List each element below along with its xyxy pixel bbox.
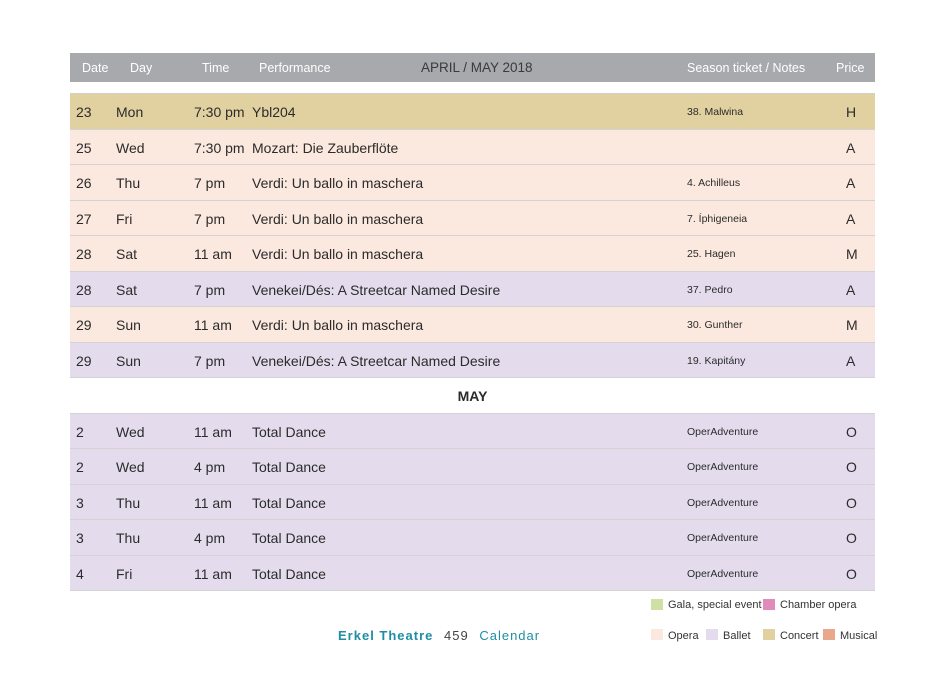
header-gap xyxy=(70,82,875,94)
note-cell: OperAdventure xyxy=(687,461,759,473)
table-row xyxy=(70,307,875,343)
header-date: Date xyxy=(82,61,109,75)
performance-cell: Verdi: Un ballo in maschera xyxy=(252,175,424,191)
legend-musical: Musical xyxy=(840,630,878,642)
note-cell: OperAdventure xyxy=(687,567,759,580)
price-cell: O xyxy=(846,423,857,440)
legend-chamber: Chamber opera xyxy=(780,599,857,611)
header-performance: Performance xyxy=(259,61,331,75)
day-cell: Sat xyxy=(116,246,138,262)
table-row xyxy=(70,449,875,485)
header-price: Price xyxy=(836,61,865,75)
note-cell: 19. Kapitány xyxy=(687,354,746,367)
day-cell: Fri xyxy=(116,210,133,227)
day-cell: Wed xyxy=(116,423,145,440)
note-cell: OperAdventure xyxy=(687,496,759,509)
performance-cell: Verdi: Un ballo in maschera xyxy=(252,317,424,333)
table-row xyxy=(70,272,875,308)
price-cell: A xyxy=(846,352,856,369)
time-cell: 7 pm xyxy=(194,210,226,227)
price-cell: M xyxy=(846,317,858,333)
day-cell: Thu xyxy=(116,494,141,511)
date-cell: 25 xyxy=(76,139,92,156)
note-cell: 4. Achilleus xyxy=(687,177,741,189)
opera-swatch xyxy=(651,629,663,640)
legend-concert: Concert xyxy=(780,630,819,642)
time-cell: 11 am xyxy=(194,246,232,262)
performance-cell: Verdi: Un ballo in maschera xyxy=(252,210,424,227)
performance-cell: Total Dance xyxy=(252,530,326,546)
day-cell: Sun xyxy=(116,352,141,369)
price-cell: A xyxy=(846,281,856,298)
performance-cell: Total Dance xyxy=(252,565,326,582)
april-rows xyxy=(70,94,875,378)
table-row xyxy=(70,520,875,556)
table-row xyxy=(70,556,875,592)
performance-cell: Mozart: Die Zauberflöte xyxy=(252,139,399,156)
page-number: 459 xyxy=(444,628,469,643)
price-cell: H xyxy=(846,104,857,120)
day-cell: Sun xyxy=(116,317,141,333)
month-heading: MAY xyxy=(70,378,875,414)
performance-cell: Total Dance xyxy=(252,459,326,475)
note-cell: 37. Pedro xyxy=(687,283,733,296)
day-cell: Thu xyxy=(116,530,141,546)
note-cell: 30. Gunther xyxy=(687,319,743,331)
price-cell: O xyxy=(846,530,857,546)
time-cell: 11 am xyxy=(194,494,232,511)
day-cell: Wed xyxy=(116,139,145,156)
note-cell: OperAdventure xyxy=(687,425,759,438)
date-cell: 3 xyxy=(76,494,84,511)
table-row xyxy=(70,414,875,450)
note-cell: 38. Malwina xyxy=(687,106,744,118)
table-row xyxy=(70,236,875,272)
date-cell: 2 xyxy=(76,459,84,475)
table-title: APRIL / MAY 2018 xyxy=(421,60,533,75)
time-cell: 11 am xyxy=(194,317,232,333)
price-cell: M xyxy=(846,246,858,262)
legend-opera: Opera xyxy=(668,630,699,642)
date-cell: 4 xyxy=(76,565,84,582)
footer-venue: Erkel Theatre xyxy=(338,628,434,643)
price-cell: A xyxy=(846,175,856,191)
date-cell: 28 xyxy=(76,246,92,262)
musical-swatch xyxy=(823,629,835,640)
legend-ballet: Ballet xyxy=(723,630,751,642)
time-cell: 7 pm xyxy=(194,281,226,298)
note-cell: 7. Íphigeneia xyxy=(687,212,748,225)
date-cell: 3 xyxy=(76,530,84,546)
legend-gala: Gala, special event xyxy=(668,599,762,611)
date-cell: 27 xyxy=(76,210,92,227)
date-cell: 28 xyxy=(76,281,92,298)
performance-cell: Venekei/Dés: A Streetcar Named Desire xyxy=(252,352,501,369)
price-cell: A xyxy=(846,139,856,156)
price-cell: O xyxy=(846,494,857,511)
time-cell: 7 pm xyxy=(194,175,226,191)
footer-section: Calendar xyxy=(479,628,541,643)
performance-cell: Total Dance xyxy=(252,494,326,511)
performance-cell: Total Dance xyxy=(252,423,326,440)
ballet-swatch xyxy=(706,629,718,640)
day-cell: Mon xyxy=(116,104,144,120)
time-cell: 7 pm xyxy=(194,352,226,369)
header-notes: Season ticket / Notes xyxy=(687,61,806,75)
time-cell: 4 pm xyxy=(194,530,226,546)
table-row xyxy=(70,130,875,166)
day-cell: Fri xyxy=(116,565,133,582)
date-cell: 2 xyxy=(76,423,84,440)
header-day: Day xyxy=(130,61,153,75)
table-row xyxy=(70,343,875,379)
time-cell: 11 am xyxy=(194,565,232,582)
date-cell: 26 xyxy=(76,175,92,191)
note-cell: 25. Hagen xyxy=(687,248,736,260)
date-cell: 29 xyxy=(76,317,92,333)
gala-swatch xyxy=(651,599,663,610)
day-cell: Wed xyxy=(116,459,145,475)
price-cell: O xyxy=(846,565,857,582)
may-rows xyxy=(70,414,875,592)
performance-cell: Venekei/Dés: A Streetcar Named Desire xyxy=(252,281,501,298)
calendar-table xyxy=(70,53,875,591)
table-row xyxy=(70,94,875,130)
price-cell: O xyxy=(846,459,857,475)
table-row xyxy=(70,485,875,521)
table-row xyxy=(70,165,875,201)
table-row xyxy=(70,201,875,237)
chamber-swatch xyxy=(763,599,775,610)
day-cell: Thu xyxy=(116,175,141,191)
time-cell: 7:30 pm xyxy=(194,139,245,156)
time-cell: 7:30 pm xyxy=(194,104,245,120)
day-cell: Sat xyxy=(116,281,138,298)
time-cell: 4 pm xyxy=(194,459,226,475)
header-time: Time xyxy=(202,61,230,75)
table-header xyxy=(70,53,875,82)
page-footer xyxy=(338,628,540,643)
date-cell: 29 xyxy=(76,352,92,369)
note-cell: OperAdventure xyxy=(687,532,759,544)
concert-swatch xyxy=(763,629,775,640)
performance-cell: Verdi: Un ballo in maschera xyxy=(252,246,424,262)
price-cell: A xyxy=(846,210,856,227)
time-cell: 11 am xyxy=(194,423,232,440)
performance-cell: Ybl204 xyxy=(252,104,296,120)
date-cell: 23 xyxy=(76,104,92,120)
